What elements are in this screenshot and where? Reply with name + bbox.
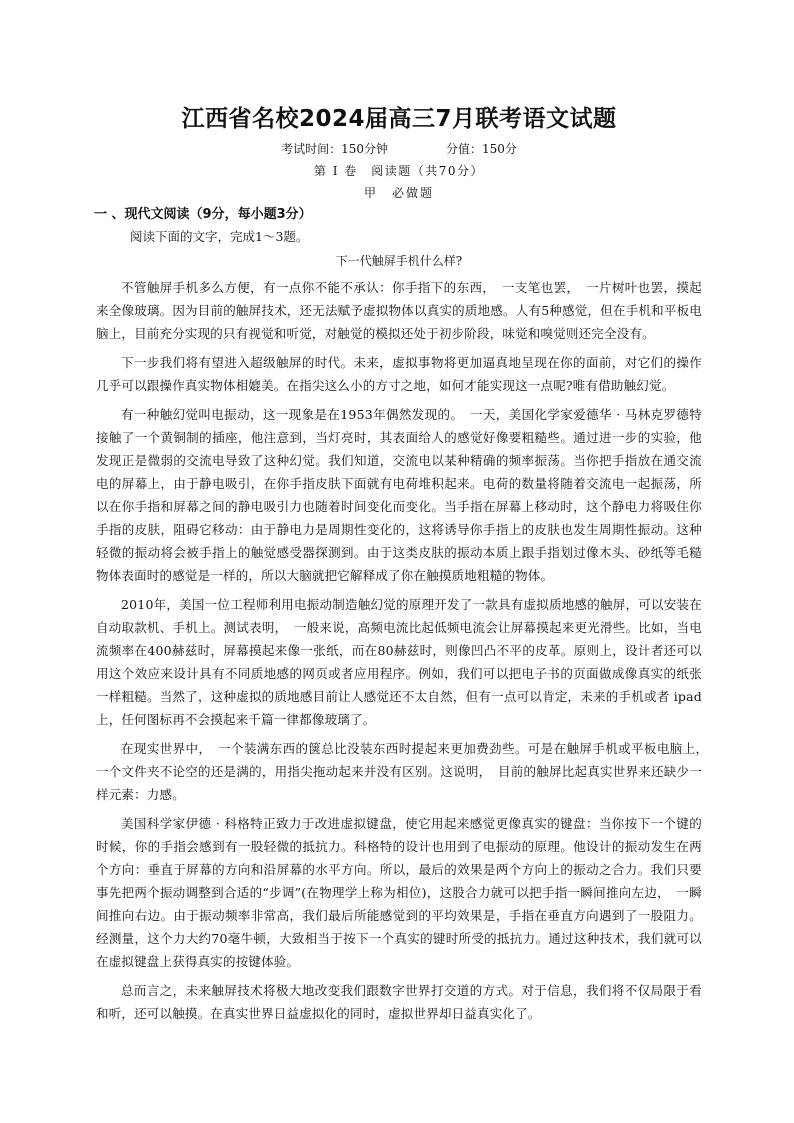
- exam-title: 江西省名校2024届高三7月联考语文试题: [181, 106, 617, 132]
- article-paragraph: 总而言之，未来触屏技术将极大地改变我们跟数字世界打交道的方式。对于信息，我们将不仅局限于看和听，还可以触摸。在真实世界日益虚拟化的同时，虚拟世界却日益真实化了。: [96, 983, 702, 1021]
- exam-score: 分值：150分: [446, 142, 517, 156]
- exam-meta: [96, 138, 702, 160]
- exam-time: 考试时间：150分钟: [281, 142, 388, 156]
- article-paragraph: 在现实世界中， 一个装满东西的箧总比没装东西时提起来更加费劲些。可是在触屏手机或平板电脑上， 一个文件夹不论空的还是满的，用指尖拖动起来并没有区别。这说明， 目前的触屏比起真实世界来还缺少一样元素：力感。: [96, 741, 715, 802]
- article-title: 下一代触屏手机什么样?: [335, 254, 463, 268]
- article-paragraph: 美国科学家伊德 · 科格特正致力于改进虚拟键盘，使它用起来感觉更像真实的键盘：当你按下一个键的时候，你的手指会感到有一股轻微的抵抗力。科格特的设计也用到了电振动的原理。他设计的振动发生在两个方向：垂直于屏幕的方向和沿屏幕的水平方向。所以，最后的效果是两个方向上的振动之合力。我们只要事先把两个振动调整到合适的“步调”(在物理学上称为相位)，这股合力就可以把手指一瞬间推向左边， 一瞬间推向右边。由于振动频率非常高，我们最后所能感觉到的平均效果是，手指在垂直方向遇到了一股阻力。经测量，这个力大约70毫牛顿，大致相当于按下一个真实的键时所受的抵抗力。通过这种技术，我们就可以在虚拟键盘上获得真实的按键体验。: [96, 816, 702, 969]
- article-paragraph: 有一种触幻觉叫电振动，这一现象是在1953年偶然发现的。 一天，美国化学家爱德华 · 马林克罗德特接触了一个黄铜制的插座，他注意到，当灯亮时，其表面给人的感觉好像要粗糙些。通过进一步的实验，他发现正是微弱的交流电导致了这种幻觉。我们知道，交流电以某种精确的频率振荡。当你把手指放在通交流电的屏幕上，由于静电吸引，在你手指皮肤下面就有电荷堆积起来。电荷的数量将随着交流电一起振荡，所以在你手指和屏幕之间的静电吸引力也随着时间变化而变化。当手指在屏幕上移动时，这个静电力将吸住你手指的皮肤，阻碍它移动：由于静电力是周期性变化的，这将诱导你手指上的皮肤也发生周期性振动。这种轻微的振动将会被手指上的触觉感受器探测到。由于这类皮肤的振动本质上跟手指划过像木头、砂纸等毛糙物体表面时的感觉是一样的，所以大脑就把它解释成了你在触摸质地粗糙的物体。: [96, 407, 702, 583]
- article-paragraph: 下一步我们将有望进入超级触屏的时代。未来，虚拟事物将更加逼真地呈现在你的面前，对它们的操作几乎可以跟操作真实物体相媲美。在指尖这么小的方寸之地，如何才能实现这一点呢?唯有借助触幻觉。: [96, 355, 702, 393]
- section-heading: 一 、现代文阅读（9分，每小题3分）: [94, 207, 312, 222]
- part-heading: 第 Ⅰ 卷 阅读题（共70分）: [313, 164, 485, 178]
- article-paragraph: 不管触屏手机多么方便，有一点你不能不承认：你手指下的东西， 一支笔也罢， 一片树叶也罢，摸起来全像玻璃。因为目前的触屏技术，还无法赋予虚拟物体以真实的质地感。人有5种感觉，但在手机和平板电脑上，目前充分实现的只有视觉和听觉，对触觉的模拟还处于初步阶段，味觉和嗅觉则还完全没有。: [96, 280, 702, 341]
- article-paragraph: 2010年，美国一位工程师利用电振动制造触幻觉的原理开发了一款具有虚拟质地感的触屏，可以安装在自动取款机、手机上。测试表明， 一般来说，高频电流比起低频电流会让屏幕摸起来更光滑些。比如，当电流频率在400赫兹时，屏幕摸起来像一张纸，而在80赫兹时，则像凹凸不平的皮革。原则上，设计者还可以用这个效应来设计具有不同质地感的网页或者应用程序。例如，我们可以把电子书的页面做成像真实的纸张一样粗糙。当然了，这种虚拟的质地感目前让人感觉还不太自然，但有一点可以肯定，未来的手机或者 ipad 上，任何图标再不会摸起来千篇一律都像玻璃了。: [96, 597, 702, 727]
- sub-heading: 甲 必做题: [363, 186, 434, 200]
- article-body: [96, 276, 715, 1025]
- reading-instruction: 阅读下面的文字，完成1～3题。: [130, 229, 309, 244]
